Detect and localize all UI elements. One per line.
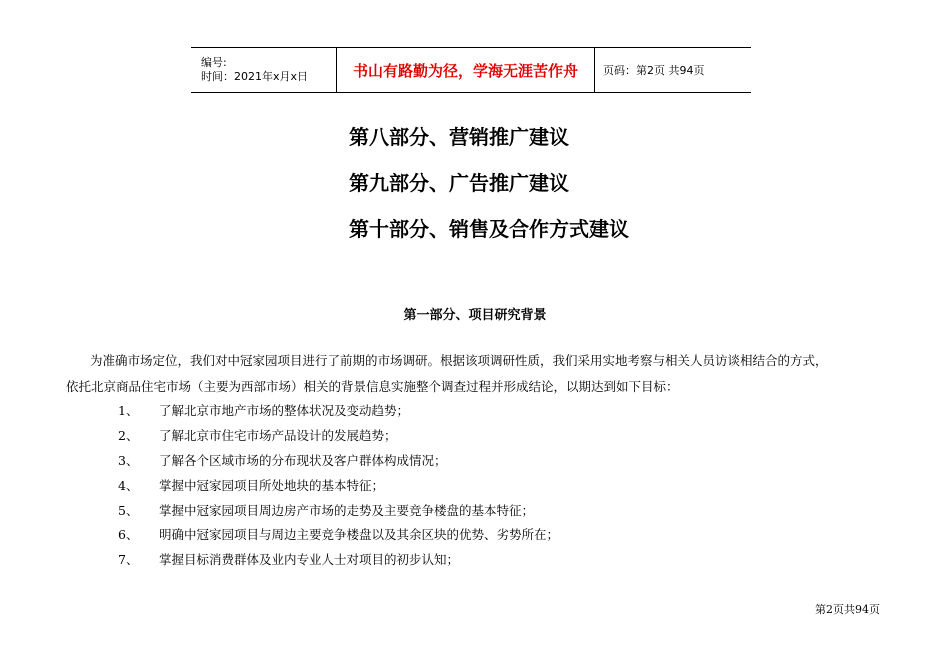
list-item [118,522,559,547]
list-item-text: 了解北京市地产市场的整体状况及变动趋势； [159,403,410,419]
list-item-number: 5、 [118,502,139,518]
time-label: 时间：2021年x月x日 [201,70,309,83]
page-header [191,47,751,93]
header-page-info: 页码：第2页 共94页 [603,64,705,77]
goals-list [118,398,559,572]
section-title-9: 第九部分、广告推广建议 [349,171,569,195]
doc-number-label: 编号: [201,56,227,69]
list-item-text: 明确中冠家园项目与周边主要竞争楼盘以及其余区块的优势、劣势所在； [159,527,560,543]
section-title-8: 第八部分、营销推广建议 [349,125,569,149]
list-item-number: 7、 [118,552,139,568]
list-item-text: 了解北京市住宅市场产品设计的发展趋势； [159,428,397,444]
list-item-text: 掌握中冠家园项目周边房产市场的走势及主要竞争楼盘的基本特征； [159,502,535,518]
list-item-text: 掌握中冠家园项目所处地块的基本特征； [159,477,385,493]
intro-line-2: 依托北京商品住宅市场（主要为西部市场）相关的背景信息实施整个调查过程并形成结论，以期达到如下目标： [66,379,679,394]
list-item-text: 掌握目标消费群体及业内专业人士对项目的初步认知； [159,552,460,568]
header-right-cell [595,48,751,92]
list-item [118,547,559,572]
list-item [118,497,559,522]
part-title: 第一部分、项目研究背景 [403,308,547,323]
list-item [118,448,559,473]
page-footer: 第2页共94页 [815,603,880,616]
list-item [118,423,559,448]
section-title-10: 第十部分、销售及合作方式建议 [349,217,629,241]
list-item-number: 6、 [118,527,139,543]
list-item [118,398,559,423]
intro-paragraph [66,348,886,400]
list-item [118,472,559,497]
list-item-number: 2、 [118,428,139,444]
list-item-number: 1、 [118,403,139,419]
list-item-number: 3、 [118,452,139,468]
list-item-number: 4、 [118,477,139,493]
list-item-text: 了解各个区域市场的分布现状及客户群体构成情况； [159,452,447,468]
intro-line-1: 为准确市场定位，我们对中冠家园项目进行了前期的市场调研。根据该项调研性质，我们采用实地考察与相关人员访谈相结合的方式， [90,353,828,368]
header-left-cell [191,48,336,92]
header-motto: 书山有路勤为径，学海无涯苦作舟 [352,61,578,80]
header-motto-cell [336,48,595,92]
